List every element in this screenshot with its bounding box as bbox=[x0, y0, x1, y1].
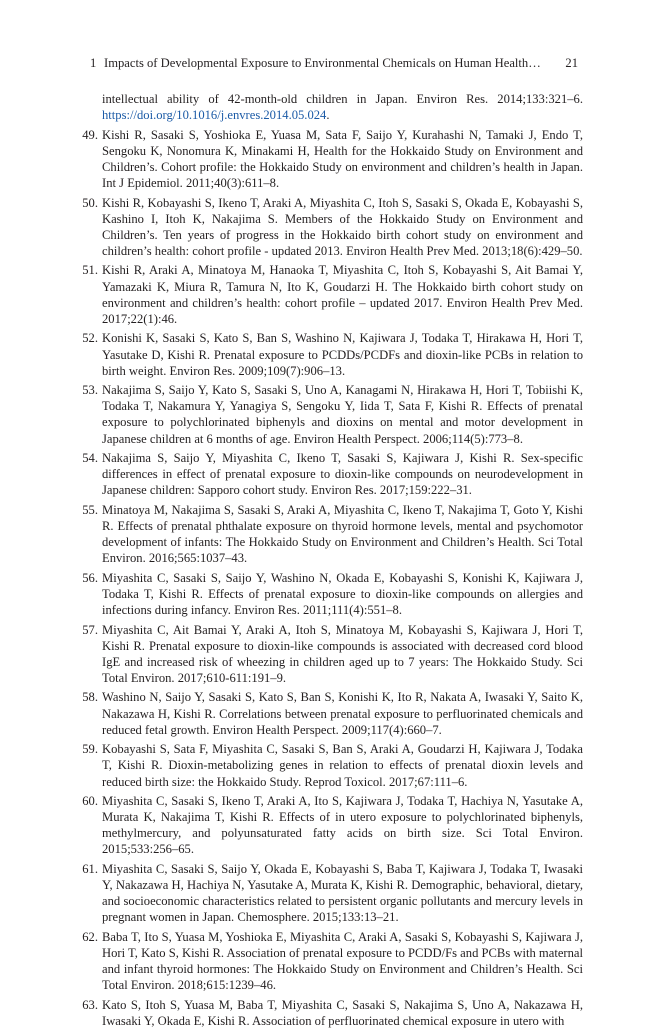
reference-item bbox=[78, 861, 583, 926]
reference-text: Baba T, Ito S, Yuasa M, Yoshioka E, Miyashita C, Araki A, Sasaki S, Kobayashi S, Kajiwara J, Hori T, Kato S, Kishi R. Association of prenatal exposure to PCDD/Fs and PCBs with maternal and infant thyroid hormones: The Hokkaido Study on Environment and Children’s Health. Sci Total Environ. 2018;615:1239–46. bbox=[102, 929, 583, 993]
reference-number: 50. bbox=[82, 195, 98, 210]
reference-item bbox=[78, 741, 583, 789]
reference-item bbox=[78, 689, 583, 737]
chapter-title: Impacts of Developmental Exposure to Environmental Chemicals on Human Health… bbox=[104, 56, 541, 70]
chapter-number: 1 bbox=[90, 56, 97, 70]
reference-item bbox=[78, 262, 583, 327]
reference-number: 52. bbox=[82, 331, 98, 346]
reference-number: 58. bbox=[82, 690, 98, 705]
reference-item bbox=[78, 502, 583, 567]
reference-text: Kishi R, Kobayashi S, Ikeno T, Araki A, Miyashita C, Itoh S, Sasaki S, Okada E, Kobayashi S, Kashino I, Itoh K, Nakajima S. Members of the Hokkaido Study on Environment and Children’s. Ten years of progress in the Hokkaido birth cohort study on environment and children’s health: cohort profile - updated 2013. Environ Health Prev Med. 2013;18(6):429–50. bbox=[102, 195, 583, 258]
reference-number: 62. bbox=[82, 929, 98, 944]
reference-text: Kato S, Itoh S, Yuasa M, Baba T, Miyashita C, Sasaki S, Nakajima S, Uno A, Nakazawa H, Iwasaki Y, Okada E, Kishi R. Association of perfluorinated chemical exposure in utero with bbox=[102, 997, 583, 1028]
reference-text: Washino N, Saijo Y, Sasaki S, Kato S, Ban S, Konishi K, Ito R, Nakata A, Iwasaki Y, Saito K, Nakazawa H, Kishi R. Correlations between prenatal exposure to perfluorinated chemicals and reduced fetal growth. Environ Health Perspect. 2009;117(4):660–7. bbox=[102, 690, 583, 737]
reference-number: 57. bbox=[82, 622, 98, 637]
reference-item bbox=[78, 997, 583, 1029]
reference-number: 63. bbox=[82, 997, 98, 1012]
reference-number: 49. bbox=[82, 127, 98, 142]
reference-item bbox=[78, 450, 583, 498]
reference-number: 51. bbox=[82, 263, 98, 278]
running-header bbox=[90, 53, 582, 73]
reference-item bbox=[78, 195, 583, 260]
reference-text: Miyashita C, Sasaki S, Saijo Y, Washino N, Okada E, Kobayashi S, Konishi K, Kajiwara J, Todaka T, Kishi R. Effects of prenatal exposure to dioxin-like compounds on allergies and infections during infancy. Environ Res. 2011;111(4):551–8. bbox=[102, 570, 583, 618]
reference-item bbox=[78, 127, 583, 192]
reference-text: Kobayashi S, Sata F, Miyashita C, Sasaki S, Ban S, Araki A, Goudarzi H, Kajiwara J, Todaka T, Kishi R. Dioxin-metabolizing genes in relation to effects of prenatal dioxin levels and reduced birth size: the Hokkaido Study. Reprod Toxicol. 2017;67:111–6. bbox=[102, 742, 583, 789]
continuation-text: intellectual ability of 42-month-old children in Japan. Environ Res. 2014;133:321–6. bbox=[102, 92, 583, 106]
reference-continuation bbox=[78, 91, 583, 123]
reference-number: 53. bbox=[82, 383, 98, 398]
page-number: 21 bbox=[565, 56, 578, 70]
reference-item bbox=[78, 929, 583, 994]
reference-item bbox=[78, 793, 583, 858]
reference-text: Konishi K, Sasaki S, Kato S, Ban S, Washino N, Kajiwara J, Todaka T, Hirakawa H, Hori T, Yasutake D, Kishi R. Prenatal exposure to PCDDs/PCDFs and dioxin-like PCBs in relation to birth weight. Environ Res. 2009;109(7):906–13. bbox=[102, 331, 583, 378]
reference-number: 56. bbox=[82, 570, 98, 585]
reference-number: 60. bbox=[82, 793, 98, 808]
reference-text: Kishi R, Sasaki S, Yoshioka E, Yuasa M, Sata F, Saijo Y, Kurahashi N, Tamaki J, Endo T, Sengoku K, Nonomura K, Minakami H, Health for the Hokkaido Study on Environment and Children’s. Cohort profile: the Hokkaido Study on environment and children’s health in Japan. Int J Epidemiol. 2011;40(3):611–8. bbox=[102, 127, 583, 191]
reference-item bbox=[78, 382, 583, 447]
continuation-end: . bbox=[326, 108, 330, 123]
reference-text: Minatoya M, Nakajima S, Sasaki S, Araki A, Miyashita C, Ikeno T, Nakajima T, Goto Y, Kishi R. Effects of prenatal phthalate exposure on thyroid hormone levels, mental and psychomotor development of infants: The Hokkaido Study on Environment and Children’s Health. Sci Total Environ. 2016;565:1037–43. bbox=[102, 502, 583, 566]
reference-text: Miyashita C, Sasaki S, Saijo Y, Okada E, Kobayashi S, Baba T, Kajiwara J, Todaka T, Iwasaki Y, Nakazawa H, Hachiya N, Yasutake A, Murata K, Kishi R. Demographic, behavioral, dietary, and socioeconomic characteristics related to persistent organic pollutants and mercury levels in pregnant women in Japan. Chemosphere. 2015;133:13–21. bbox=[102, 861, 583, 925]
reference-list bbox=[78, 91, 583, 1032]
reference-number: 54. bbox=[82, 451, 98, 466]
reference-text: Miyashita C, Ait Bamai Y, Araki A, Itoh S, Minatoya M, Kobayashi S, Kajiwara J, Hori T, Kishi R. Prenatal exposure to dioxin-like compounds is associated with decreased cord blood IgE and increased risk of wheezing in children aged up to 7 years: The Hokkaido Study. Sci Total Environ. 2017;610-611:191–9. bbox=[102, 622, 583, 685]
reference-text: Miyashita C, Sasaki S, Ikeno T, Araki A, Ito S, Kajiwara J, Todaka T, Hachiya N, Yasutake A, Murata K, Nakajima T, Kishi R. Effects of in utero exposure to polychlorinated biphenyls, methylmercury, and polyunsaturated fatty acids on birth size. Sci Total Environ. 2015;533:256–65. bbox=[102, 793, 583, 857]
reference-text: Nakajima S, Saijo Y, Miyashita C, Ikeno T, Sasaki S, Kajiwara J, Kishi R. Sex-specific differences in effect of prenatal exposure to dioxin-like compounds on neurodevelopment in Japanese children: Sapporo cohort study. Environ Res. 2017;159:222–31. bbox=[102, 451, 583, 498]
reference-text: Nakajima S, Saijo Y, Kato S, Sasaki S, Uno A, Kanagami N, Hirakawa H, Hori T, Tobiishi K, Todaka T, Nakamura Y, Yanagiya S, Sengoku Y, Iida T, Sata F, Kishi R. Effects of prenatal exposure to polychlorinated biphenyls and dioxins on mental and motor development in Japanese children at 6 months of age. Environ Health Perspect. 2006;114(5):773–8. bbox=[102, 383, 583, 446]
reference-number: 61. bbox=[82, 861, 98, 876]
reference-item bbox=[78, 570, 583, 618]
reference-number: 59. bbox=[82, 742, 98, 757]
reference-number: 55. bbox=[82, 502, 98, 517]
reference-item bbox=[78, 622, 583, 687]
doi-link[interactable]: https://doi.org/10.1016/j.envres.2014.05.024 bbox=[102, 108, 327, 123]
reference-text: Kishi R, Araki A, Minatoya M, Hanaoka T, Miyashita C, Itoh S, Kobayashi S, Ait Bamai Y, Yamazaki K, Miura R, Tamura N, Ito K, Goudarzi H. The Hokkaido birth cohort study on environment and children’s health: cohort profile – updated 2017. Environ Health Prev Med. 2017;22(1):46. bbox=[102, 263, 583, 326]
reference-item bbox=[78, 330, 583, 378]
